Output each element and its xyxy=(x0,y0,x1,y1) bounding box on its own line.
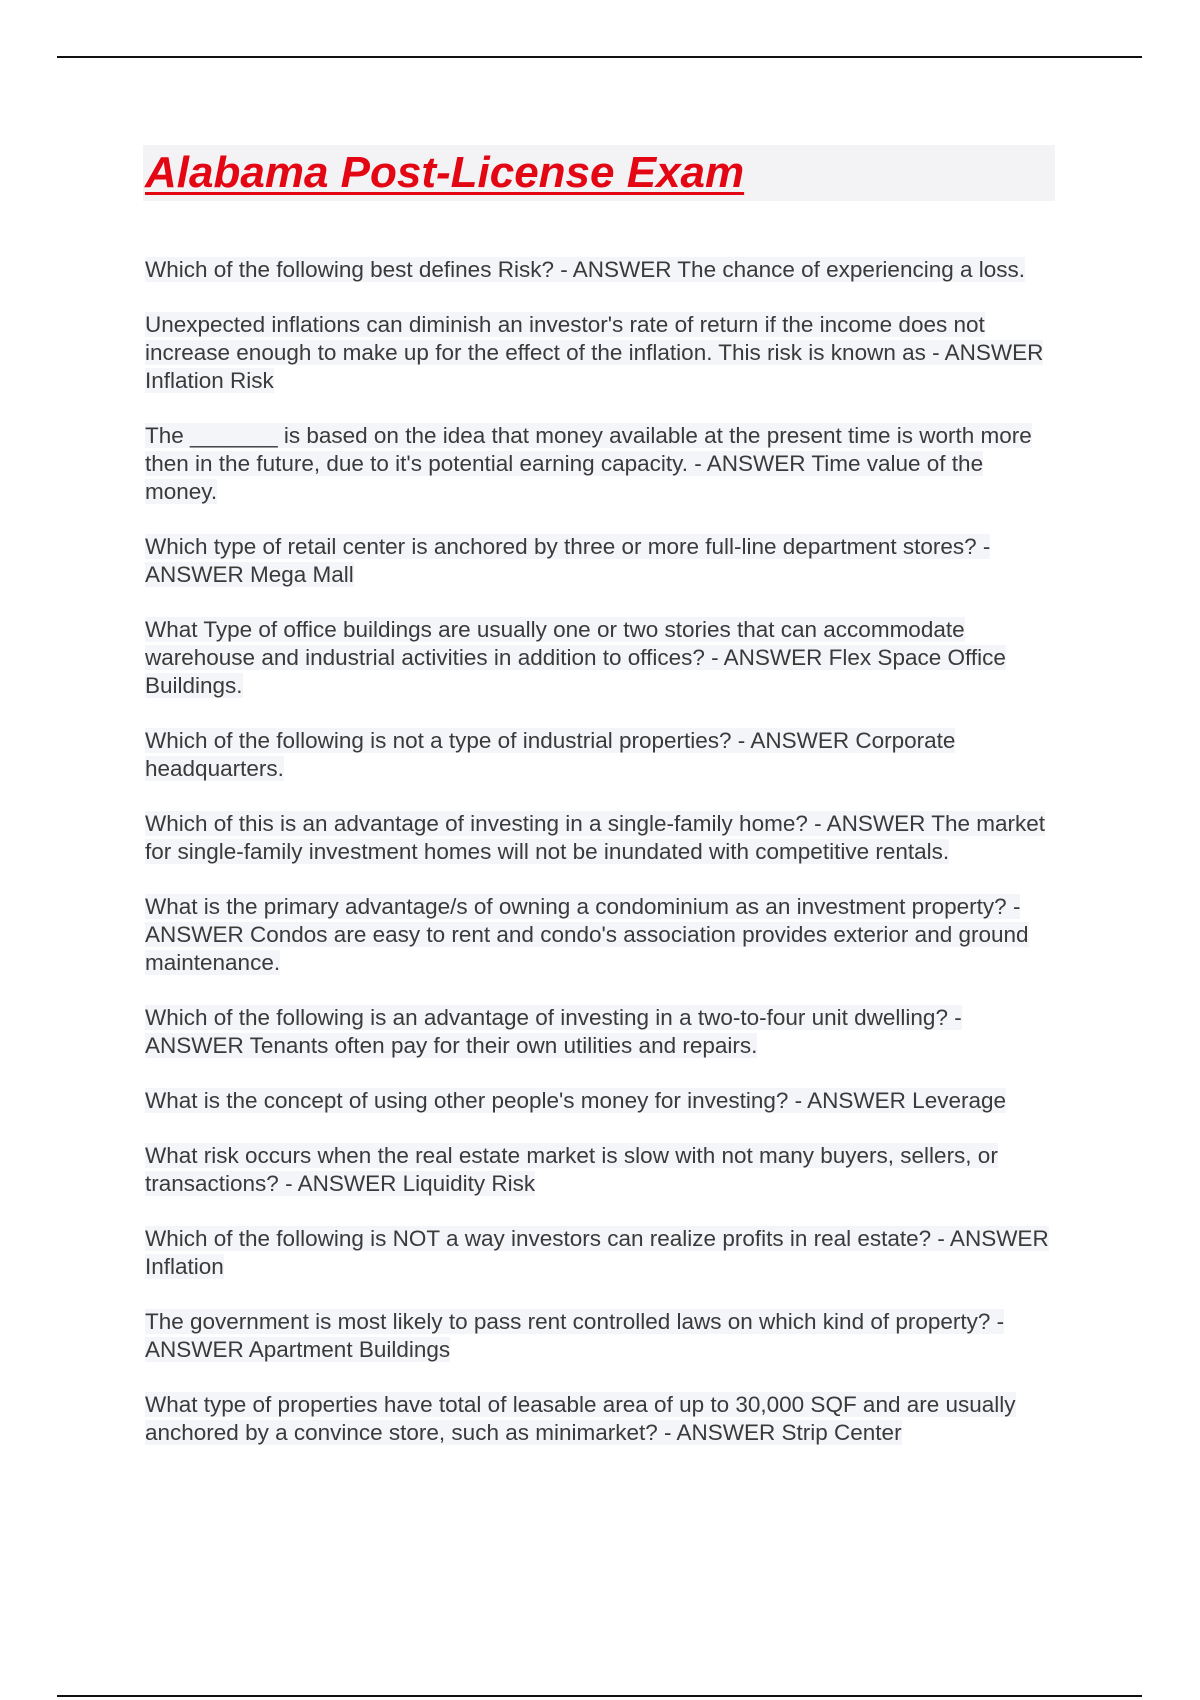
qa-text: The government is most likely to pass rent controlled laws on which kind of property? - ANSWER Apartment Buildings xyxy=(145,1309,1005,1362)
qa-item xyxy=(145,1225,1060,1281)
qa-text: The _______ is based on the idea that money available at the present time is worth more then in the future, due to it's potential earning capacity. - ANSWER Time value of the money. xyxy=(145,423,1032,504)
qa-item xyxy=(145,422,1060,506)
qa-text: Which of the following is NOT a way investors can realize profits in real estate? - ANSWER Inflation xyxy=(145,1226,1049,1279)
qa-text: Which type of retail center is anchored by three or more full-line department stores? - ANSWER Mega Mall xyxy=(145,534,991,587)
qa-item xyxy=(145,256,1060,284)
qa-item xyxy=(145,1142,1060,1198)
qa-item xyxy=(145,1391,1060,1447)
document-title: Alabama Post-License Exam xyxy=(145,148,745,197)
qa-item xyxy=(145,1308,1060,1364)
qa-text: Which of this is an advantage of investing in a single-family home? - ANSWER The market for single-family investment homes will not be inundated with competitive rentals. xyxy=(145,811,1045,864)
qa-item xyxy=(145,1087,1060,1115)
qa-item xyxy=(145,533,1060,589)
qa-item xyxy=(145,616,1060,700)
qa-text: Which of the following is an advantage of investing in a two-to-four unit dwelling? - ANSWER Tenants often pay for their own utilities and repairs. xyxy=(145,1005,962,1058)
qa-text: What is the concept of using other people's money for investing? - ANSWER Leverage xyxy=(145,1088,1006,1113)
qa-item xyxy=(145,727,1060,783)
qa-text: What is the primary advantage/s of owning a condominium as an investment property? - ANSWER Condos are easy to rent and condo's association provides exterior and ground maintenance. xyxy=(145,894,1029,975)
qa-text: Which of the following is not a type of industrial properties? - ANSWER Corporate headquarters. xyxy=(145,728,956,781)
qa-text: What type of properties have total of leasable area of up to 30,000 SQF and are usually anchored by a convince store, such as minimarket? - ANSWER Strip Center xyxy=(145,1392,1016,1445)
qa-item xyxy=(145,311,1060,395)
qa-item xyxy=(145,810,1060,866)
qa-text: Which of the following best defines Risk? - ANSWER The chance of experiencing a loss. xyxy=(145,257,1026,282)
top-rule xyxy=(57,56,1142,58)
qa-text: Unexpected inflations can diminish an investor's rate of return if the income does not increase enough to make up for the effect of the inflation. This risk is known as - ANSWER Inflation Risk xyxy=(145,312,1044,393)
qa-text: What Type of office buildings are usually one or two stories that can accommodate warehouse and industrial activities in addition to offices? - ANSWER Flex Space Office Buildings. xyxy=(145,617,1006,698)
bottom-rule xyxy=(57,1695,1142,1697)
qa-item xyxy=(145,893,1060,977)
qa-text: What risk occurs when the real estate market is slow with not many buyers, sellers, or transactions? - ANSWER Liquidity Risk xyxy=(145,1143,998,1196)
qa-item xyxy=(145,1004,1060,1060)
qa-list xyxy=(145,256,1060,1474)
